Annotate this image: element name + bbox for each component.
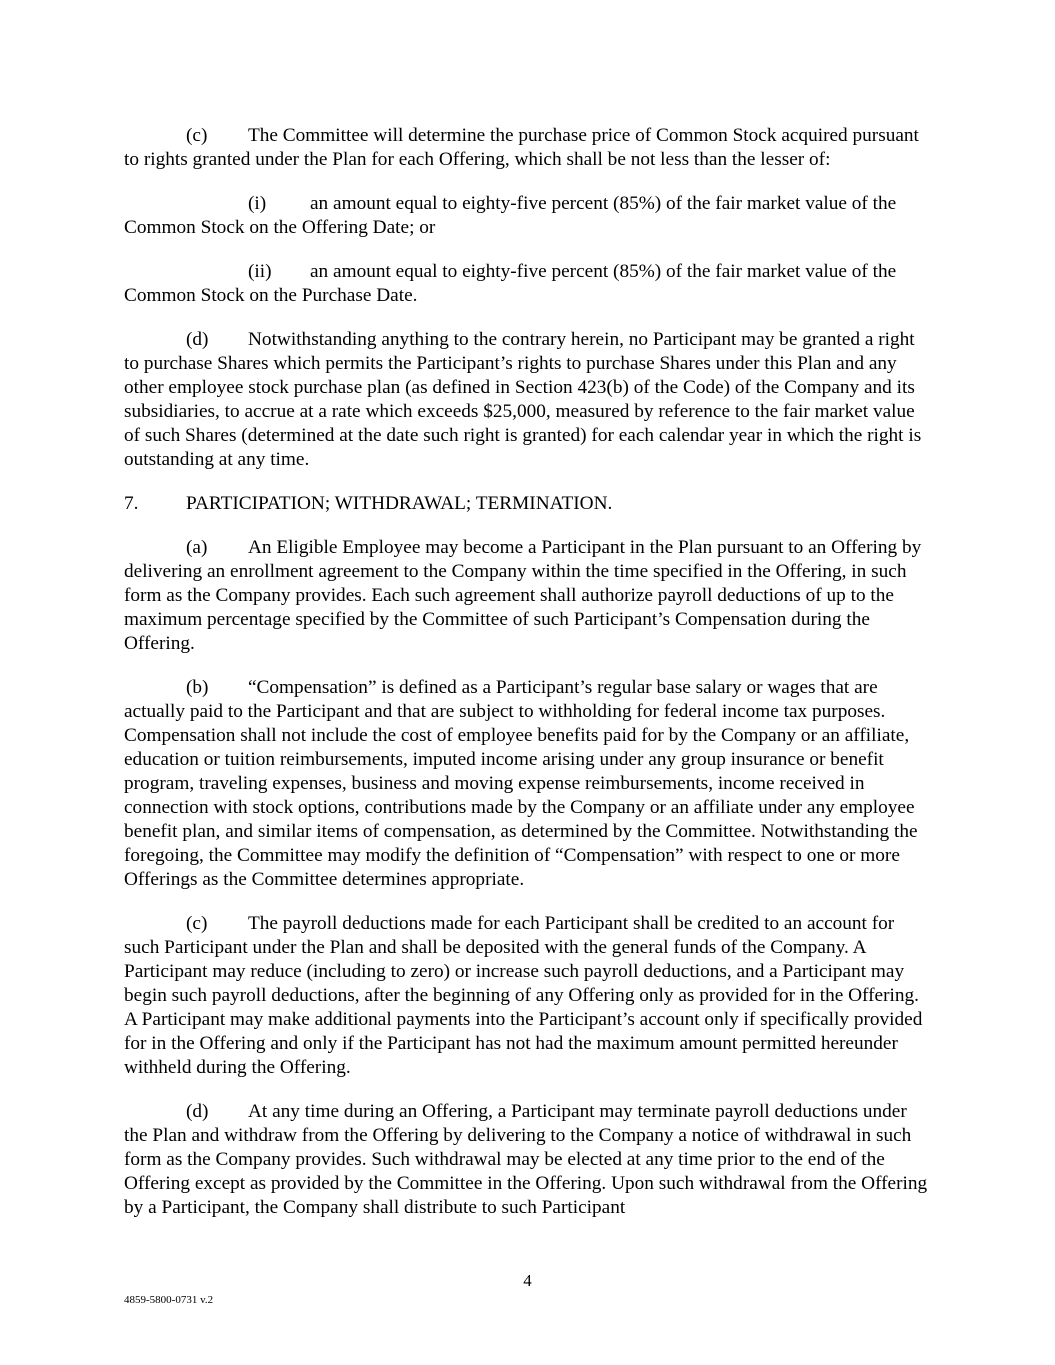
paragraph-6d [124,328,934,472]
paragraph-6c [124,124,934,172]
paragraph-7a [124,536,934,656]
paragraph-label: (d) [186,329,209,350]
paragraph-label: (b) [186,677,209,698]
paragraph-text: an amount equal to eighty-five percent (85%) of the fair market value of the Common Stock on the Offering Date; or [124,193,897,238]
paragraph-text: an amount equal to eighty-five percent (85%) of the fair market value of the Common Stock on the Purchase Date. [124,261,897,306]
paragraph-label: (c) [186,913,208,934]
page-number: 4 [523,1271,532,1290]
paragraph-text: Notwithstanding anything to the contrary herein, no Participant may be granted a right to purchase Shares which permits the Participant’s rights to purchase Shares under this Plan and any other employee stock purchase plan (as defined in Section 423(b) of the Code) of the Company and its subsidiaries, to accrue at a rate which exceeds $25,000, measured by reference to the fair market value of such Shares (determined at the date such right is granted) for each calendar year in which the right is outstanding at any time. [124,329,922,470]
section-title: PARTICIPATION; WITHDRAWAL; TERMINATION. [186,493,613,514]
paragraph-7c [124,912,934,1080]
paragraph-6c-i [124,192,934,240]
section-number: 7. [124,493,139,514]
document-body [124,124,934,1240]
section-heading-7 [124,492,934,516]
paragraph-label: (a) [186,537,208,558]
paragraph-6c-ii [124,260,934,308]
paragraph-label: (c) [186,125,208,146]
paragraph-label: (d) [186,1101,209,1122]
paragraph-7d [124,1100,934,1220]
paragraph-text: The Committee will determine the purchase price of Common Stock acquired pursuant to rights granted under the Plan for each Offering, which shall be not less than the lesser of: [124,125,919,170]
paragraph-text: “Compensation” is defined as a Participant’s regular base salary or wages that are actually paid to the Participant and that are subject to withholding for federal income tax purposes. Compensation shall not include the cost of employee benefits paid for by the Company or an affiliate, education or tuition reimbursements, imputed income arising under any group insurance or benefit program, traveling expenses, business and moving expense reimbursements, income received in connection with stock options, contributions made by the Company or an affiliate under any employee benefit plan, and similar items of compensation, as determined by the Committee. Notwithstanding the foregoing, the Committee may modify the definition of “Compensation” with respect to one or more Offerings as the Committee determines appropriate. [124,677,918,890]
paragraph-text: The payroll deductions made for each Participant shall be credited to an account for such Participant under the Plan and shall be deposited with the general funds of the Company. A Participant may reduce (including to zero) or increase such payroll deductions, and a Participant may begin such payroll deductions, after the beginning of any Offering only as provided for in the Offering. A Participant may make additional payments into the Participant’s account only if specifically provided for in the Offering and only if the Participant has not had the maximum amount permitted hereunder withheld during the Offering. [124,913,923,1078]
paragraph-text: At any time during an Offering, a Participant may terminate payroll deductions under the Plan and withdraw from the Offering by delivering to the Company a notice of withdrawal in such form as the Company provides. Such withdrawal may be elected at any time prior to the end of the Offering except as provided by the Committee in the Offering. Upon such withdrawal from the Offering by a Participant, the Company shall distribute to such Participant [124,1101,928,1218]
paragraph-label: (i) [248,193,267,214]
paragraph-text: An Eligible Employee may become a Participant in the Plan pursuant to an Offering by delivering an enrollment agreement to the Company within the time specified in the Offering, in such form as the Company provides. Each such agreement shall authorize payroll deductions of up to the maximum percentage specified by the Committee of such Participant’s Compensation during the Offering. [124,537,922,654]
paragraph-label: (ii) [248,261,272,282]
paragraph-7b [124,676,934,892]
document-id: 4859-5800-0731 v.2 [124,1294,214,1306]
